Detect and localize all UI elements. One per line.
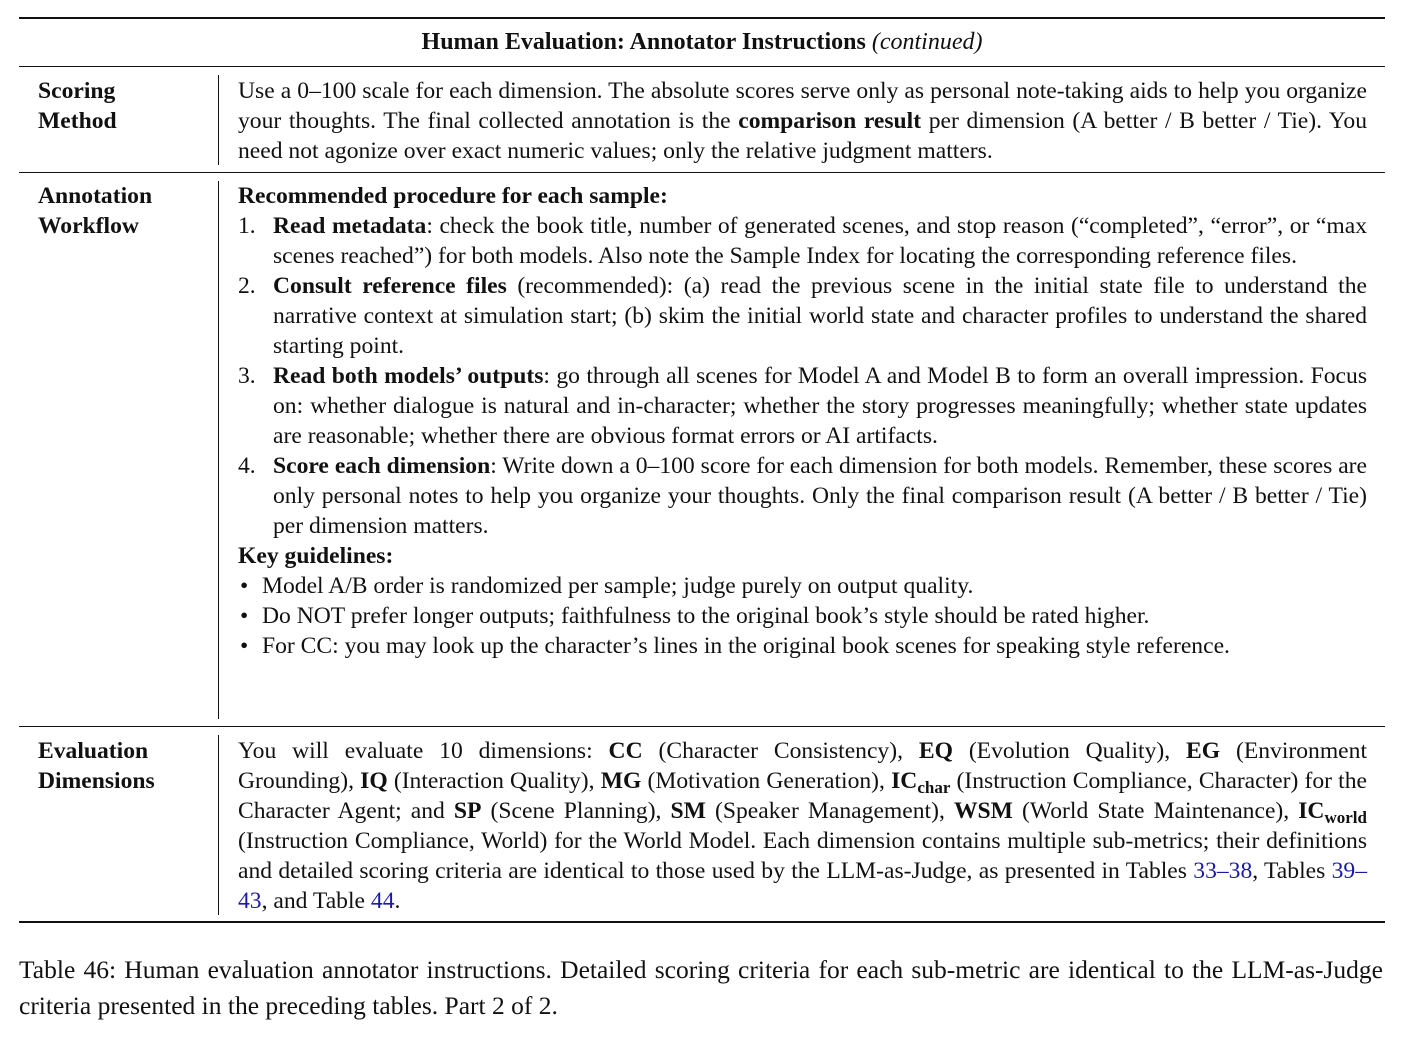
table-ref-dash: – bbox=[1216, 858, 1229, 884]
dim-mid-text: , Tables bbox=[1252, 858, 1332, 884]
workflow-label-line1: Annotation bbox=[38, 183, 153, 209]
dimensions-label-line2: Dimensions bbox=[38, 768, 155, 794]
table-caption: Table 46: Human evaluation annotator instructions. Detailed scoring criteria for each sub-metric are identical to the LLM-as-Judge criteria presented in the preceding tables. Part 2 of 2. bbox=[19, 955, 1383, 1020]
column-separator bbox=[218, 735, 219, 915]
dim-sp: SP bbox=[453, 798, 482, 824]
step-title: Read both models’ outputs bbox=[273, 363, 544, 389]
scoring-text-b: per dimension (A better / B better / Tie). You need not agonize over exact numeric values; only the relative judgment matters. bbox=[238, 108, 1367, 164]
dim-mid-text: , and Table bbox=[261, 888, 371, 914]
table-ref-33[interactable]: 33 bbox=[1193, 858, 1217, 884]
step-text: : go through all scenes for Model A and Model B to form an overall impression. Focus on: whether dialogue is natural and in-character; whether the story progresses meaningfully; whether state updates are reasonable; whether there are obvious format errors or AI artifacts. bbox=[273, 363, 1367, 449]
guideline-text: For CC: you may look up the character’s lines in the original book scenes for speaking style reference. bbox=[262, 633, 1230, 659]
dim-wsm-desc: (World State Maintenance), bbox=[1012, 798, 1299, 824]
procedure-step bbox=[238, 361, 1367, 451]
instructions-table bbox=[19, 17, 1385, 923]
dim-ic-world-subscript: world bbox=[1324, 808, 1367, 827]
dim-iq: IQ bbox=[360, 768, 388, 794]
evaluation-dimensions-text bbox=[238, 736, 1367, 916]
table-ref-43[interactable]: 43 bbox=[238, 888, 262, 914]
guideline-item bbox=[238, 571, 1367, 601]
evaluation-dimensions-label bbox=[19, 727, 201, 921]
guidelines-heading: Key guidelines: bbox=[238, 543, 394, 569]
step-text: (recommended): (a) read the previous scene in the initial state file to understand the narrative context at simulation start; (b) skim the initial world state and character profiles to understand the shared starting point. bbox=[273, 273, 1367, 359]
comparison-result-term: comparison result bbox=[738, 108, 922, 134]
table-ref-44[interactable]: 44 bbox=[370, 888, 395, 914]
step-title: Score each dimension bbox=[273, 453, 491, 479]
dim-cc-desc: (Character Consistency), bbox=[642, 738, 919, 764]
dim-ic-char-desc: (Instruction Compliance, Character) for the Character Agent; and bbox=[238, 768, 1368, 824]
dim-mg-desc: (Motivation Generation), bbox=[641, 768, 892, 794]
scoring-label-line1: Scoring bbox=[38, 78, 116, 104]
step-number: 1. bbox=[238, 213, 256, 239]
dimensions-paragraph bbox=[238, 736, 1367, 916]
bottom-rule bbox=[19, 921, 1385, 923]
scoring-label-line2: Method bbox=[38, 108, 117, 134]
bullet-icon: • bbox=[240, 603, 249, 629]
table-title-continued: (continued) bbox=[871, 29, 983, 55]
dim-intro: You will evaluate 10 dimensions: bbox=[238, 738, 609, 764]
dim-ic-char: IC bbox=[891, 768, 918, 794]
bullet-icon: • bbox=[240, 633, 249, 659]
table-ref-39[interactable]: 39 bbox=[1331, 858, 1356, 884]
dim-sm: SM bbox=[670, 798, 706, 824]
procedure-step bbox=[238, 271, 1367, 361]
dim-eg: EG bbox=[1186, 738, 1221, 764]
step-text: : Write down a 0–100 score for each dimension for both models. Remember, these scores are only personal notes to help you organize your thoughts. Only the final comparison result (A better / B better / Tie) per dimension matters. bbox=[273, 453, 1367, 539]
step-number: 3. bbox=[238, 363, 256, 389]
bullet-icon: • bbox=[240, 573, 249, 599]
scoring-text-a: Use a 0–100 scale for each dimension. The absolute scores serve only as personal note-taking aids to help you organize your thoughts. The final collected annotation is the bbox=[238, 78, 1367, 134]
annotation-workflow-text bbox=[238, 181, 1367, 661]
dim-eq-desc: (Evolution Quality), bbox=[952, 738, 1186, 764]
procedure-step bbox=[238, 451, 1367, 541]
procedure-step bbox=[238, 211, 1367, 271]
guideline-item bbox=[238, 601, 1367, 631]
procedure-steps bbox=[238, 211, 1367, 541]
guideline-text: Model A/B order is randomized per sample; judge purely on output quality. bbox=[262, 573, 974, 599]
procedure-heading: Recommended procedure for each sample: bbox=[238, 183, 668, 209]
scoring-method-text bbox=[238, 76, 1367, 166]
dim-cc: CC bbox=[608, 738, 643, 764]
guideline-text: Do NOT prefer longer outputs; faithfulness to the original book’s style should be rated higher. bbox=[262, 603, 1150, 629]
dim-ic-world-desc: (Instruction Compliance, World) for the World Model. Each dimension contains multiple sub-metrics; their definitions and detailed scoring criteria are identical to those used by the LLM-as-Judge, as presented in Tables bbox=[238, 828, 1367, 884]
guideline-item bbox=[238, 631, 1367, 661]
workflow-label-line2: Workflow bbox=[38, 213, 139, 239]
table-ref-38[interactable]: 38 bbox=[1228, 858, 1253, 884]
dim-mg: MG bbox=[600, 768, 642, 794]
annotation-workflow-label bbox=[19, 173, 201, 726]
column-separator bbox=[218, 75, 219, 165]
dim-eg-desc: (Environment Grounding), bbox=[238, 738, 1368, 794]
evaluation-dimensions-row bbox=[19, 727, 1385, 921]
scoring-method-label bbox=[19, 67, 201, 172]
dim-iq-desc: (Interaction Quality), bbox=[387, 768, 601, 794]
table-ref-dash: – bbox=[1355, 858, 1367, 884]
table-title-main: Human Evaluation: Annotator Instructions bbox=[421, 29, 866, 55]
dim-sm-desc: (Speaker Management), bbox=[705, 798, 954, 824]
table-title bbox=[19, 19, 1385, 66]
dim-eq: EQ bbox=[918, 738, 953, 764]
step-number: 2. bbox=[238, 273, 256, 299]
step-title: Consult reference files bbox=[273, 273, 507, 299]
step-number: 4. bbox=[238, 453, 256, 479]
step-title: Read metadata bbox=[273, 213, 427, 239]
dimensions-label-line1: Evaluation bbox=[38, 738, 149, 764]
annotation-workflow-row bbox=[19, 173, 1385, 726]
dim-sp-desc: (Scene Planning), bbox=[481, 798, 671, 824]
dim-ic-char-subscript: char bbox=[917, 778, 951, 797]
dim-end: . bbox=[394, 888, 401, 914]
step-text: : check the book title, number of generated scenes, and stop reason (“completed”, “error”, or “max scenes reached”) for both models. Also note the Sample Index for locating the corresponding reference files. bbox=[273, 213, 1368, 269]
scoring-method-row bbox=[19, 67, 1385, 172]
guidelines-list bbox=[238, 571, 1367, 661]
column-separator bbox=[218, 181, 219, 719]
dim-ic-world: IC bbox=[1298, 798, 1325, 824]
dim-wsm: WSM bbox=[953, 798, 1013, 824]
